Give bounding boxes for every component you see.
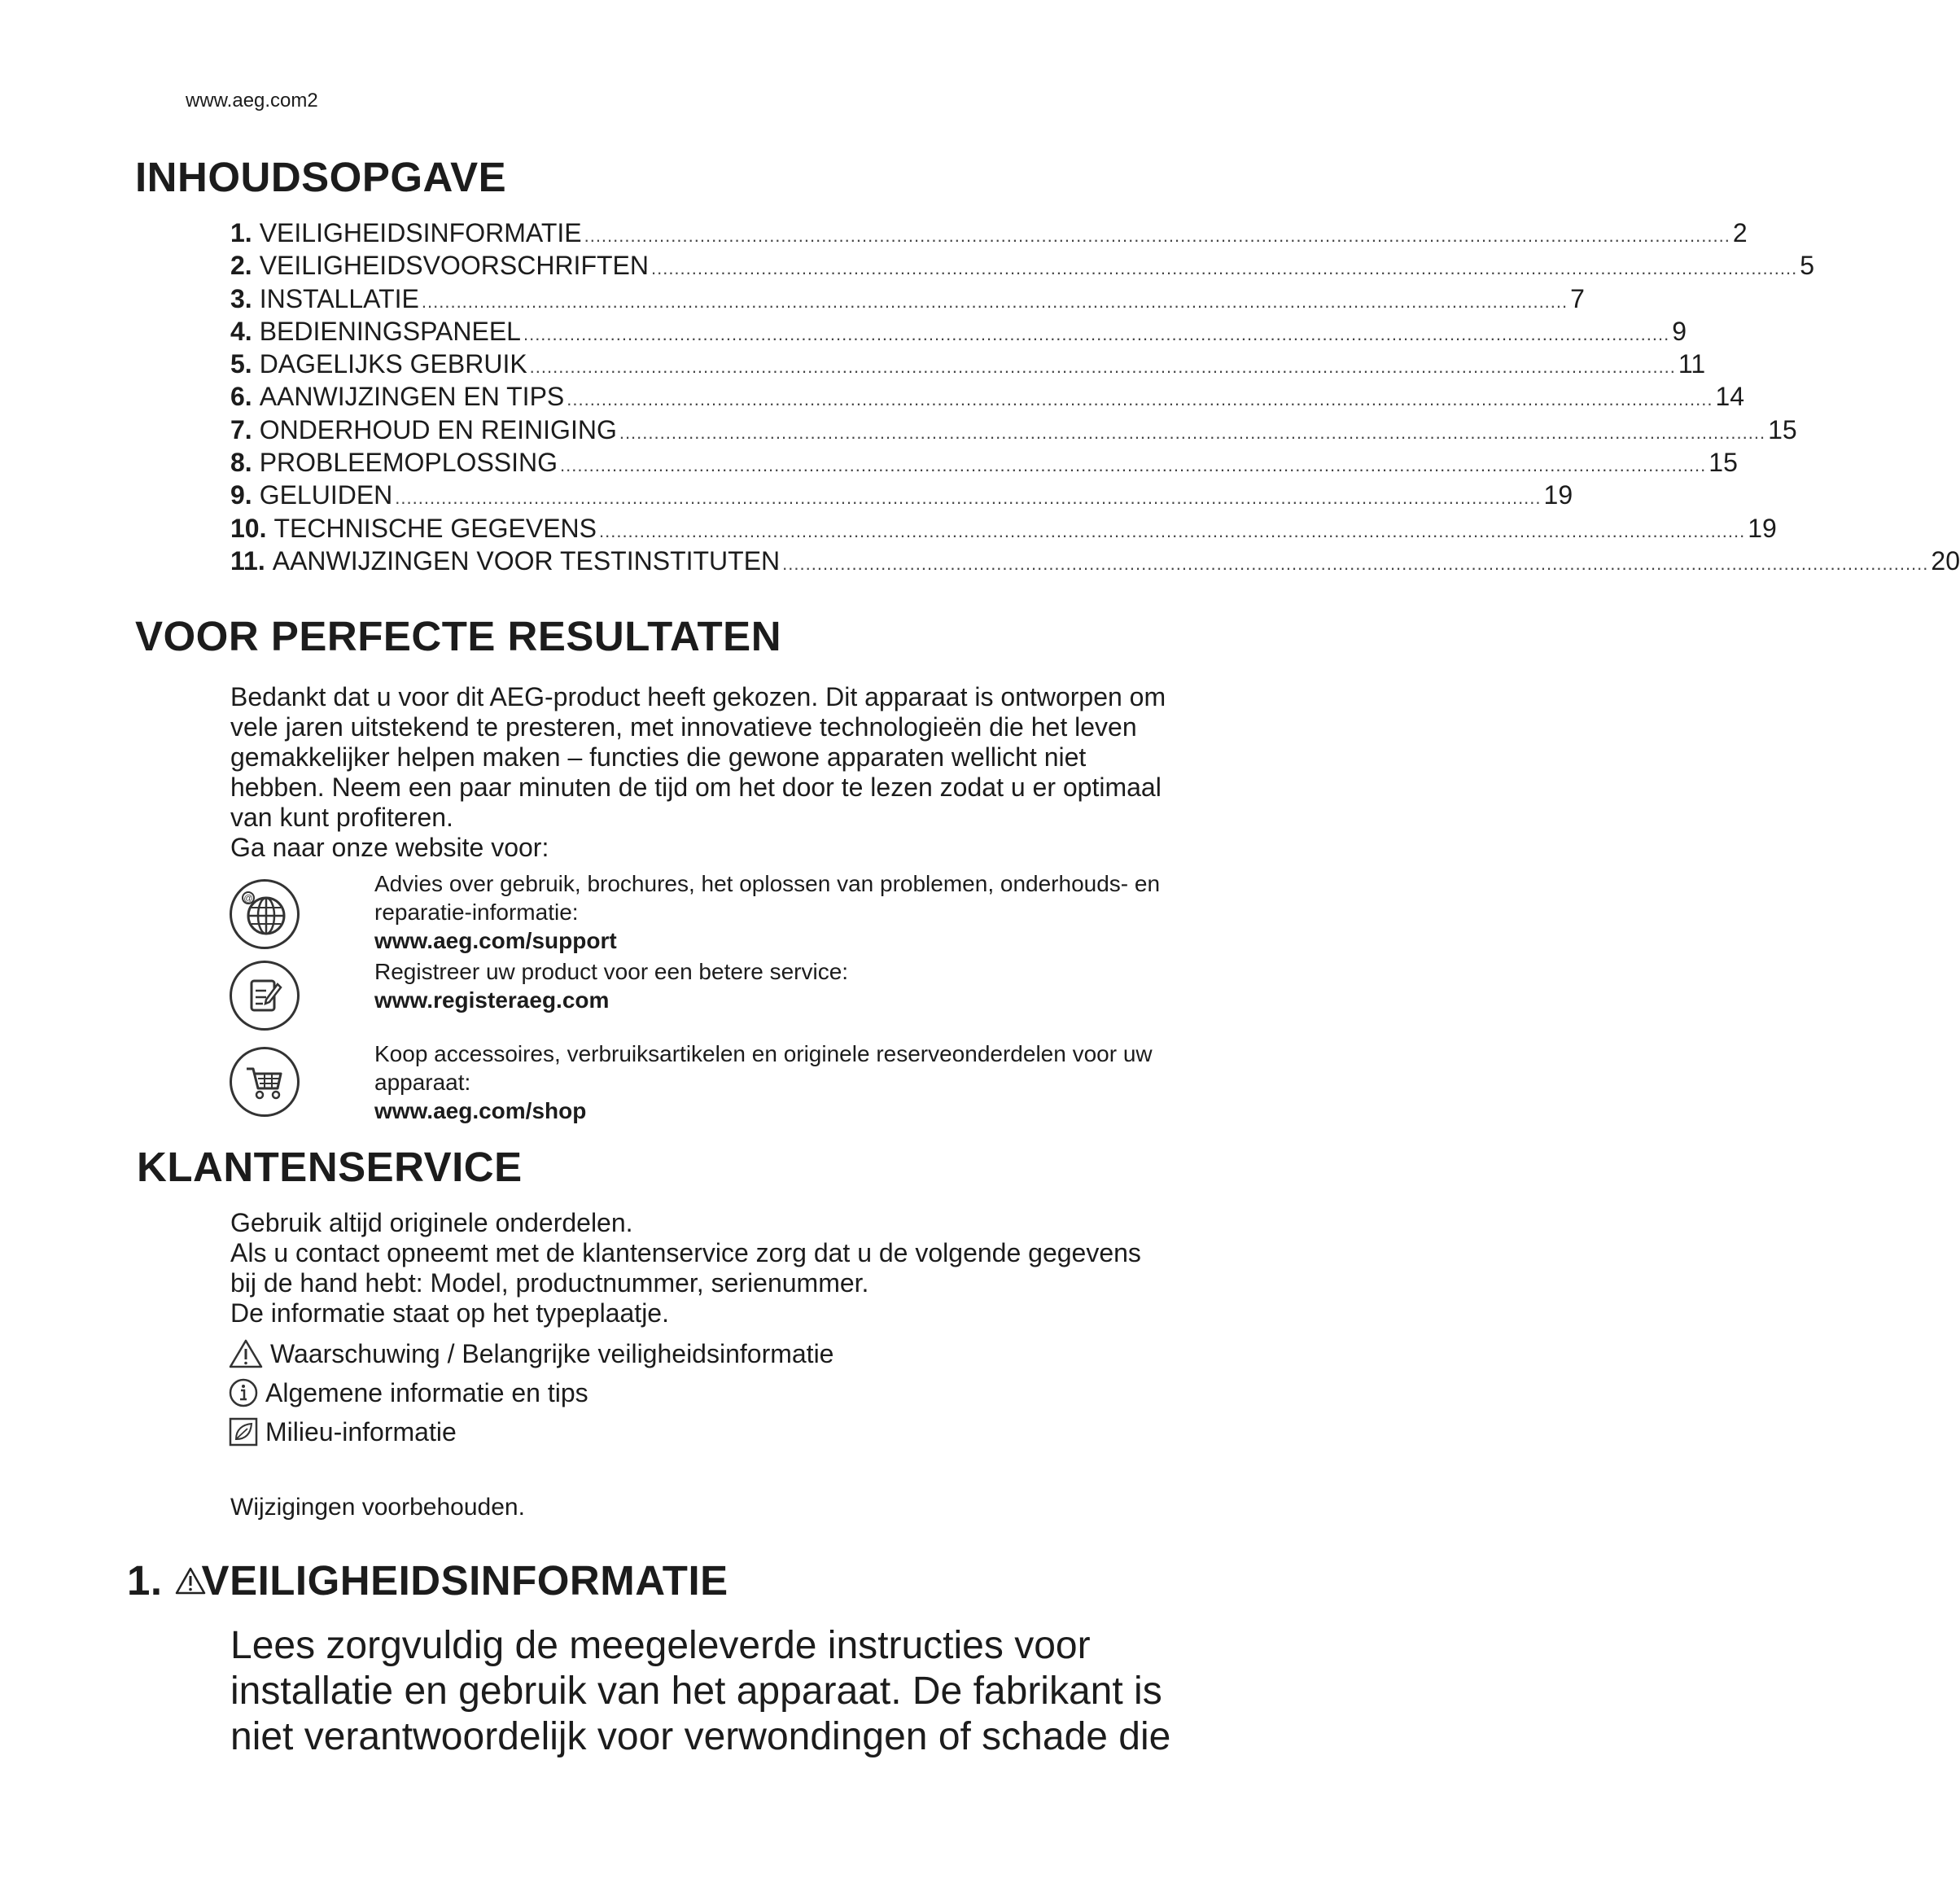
service-line: De informatie staat op het typeplaatje. — [230, 1298, 669, 1328]
toc-item[interactable] — [230, 316, 1687, 349]
shop-link[interactable]: www.aeg.com/shop — [374, 1098, 587, 1123]
toc-item-page: 20 — [1931, 545, 1960, 576]
toc-leader-dots: ...................................................................................................................................................................................................... — [529, 357, 1676, 378]
cart-icon — [230, 1047, 300, 1117]
toc-item-title: AANWIJZINGEN EN TIPS — [259, 382, 565, 412]
shop-info — [374, 1040, 1237, 1125]
toc-item-page: 15 — [1708, 448, 1738, 478]
toc-item-number: 3. — [230, 283, 252, 313]
toc-item-page: 7 — [1570, 283, 1585, 313]
warning-icon — [228, 1338, 264, 1369]
toc-item-page: 14 — [1715, 382, 1745, 412]
toc-item-number: 5. — [230, 349, 252, 379]
toc-item-page: 2 — [1732, 218, 1748, 247]
toc-item-page: 19 — [1748, 513, 1777, 543]
toc-item[interactable] — [230, 283, 1585, 317]
support-link[interactable]: www.aeg.com/support — [374, 928, 617, 953]
toc-item-page: 15 — [1768, 414, 1797, 444]
toc-item-number: 7. — [230, 414, 252, 444]
toc-item-title: AANWIJZINGEN VOOR TESTINSTITUTEN — [272, 545, 781, 576]
safety-intro — [230, 1623, 1280, 1760]
toc-item-number: 11. — [230, 545, 265, 576]
form-icon — [230, 961, 300, 1031]
results-line: gemakkelijker helpen maken – functies die gewone apparaten wellicht niet — [230, 742, 1087, 772]
toc-item-title: INSTALLATIE — [259, 283, 419, 313]
register-text: Registreer uw product voor een betere service: — [374, 959, 849, 984]
toc-item-number: 10. — [230, 513, 267, 543]
service-line: bij de hand hebt: Model, productnummer, serienummer. — [230, 1268, 869, 1298]
safety-line: niet verantwoordelijk voor verwondingen of schade die — [230, 1715, 1171, 1758]
toc-item-number: 2. — [230, 251, 252, 281]
toc-leader-dots: ...................................................................................................................................................................................................... — [523, 323, 1670, 344]
globe-icon — [230, 879, 300, 949]
results-paragraph — [230, 682, 1240, 863]
toc-item-number: 6. — [230, 382, 252, 412]
toc-item[interactable] — [230, 513, 1777, 546]
toc-item-title: VEILIGHEIDSVOORSCHRIFTEN — [259, 251, 649, 281]
toc-item[interactable] — [230, 251, 1815, 283]
toc-leader-dots: ...................................................................................................................................................................................................... — [560, 455, 1707, 476]
service-line: Als u contact opneemt met de klantenservice zorg dat u de volgende gegevens — [230, 1238, 1141, 1267]
legend-environment — [228, 1416, 457, 1447]
toc-leader-dots: ...................................................................................................................................................................................................... — [421, 291, 1568, 312]
toc-item[interactable] — [230, 218, 1748, 251]
support-text: reparatie-informatie: — [374, 899, 579, 925]
toc-item-number: 9. — [230, 480, 252, 510]
register-info — [374, 957, 1237, 1014]
legend-info — [228, 1377, 588, 1408]
toc-item-title: ONDERHOUD EN REINIGING — [259, 414, 617, 444]
support-info — [374, 869, 1237, 955]
toc-leader-dots: ...................................................................................................................................................................................................... — [395, 488, 1542, 509]
header-url: www.aeg.com2 — [186, 90, 318, 112]
results-line: Bedankt dat u voor dit AEG-product heeft gekozen. Dit apparaat is ontworpen om — [230, 682, 1166, 711]
service-note: Wijzigingen voorbehouden. — [230, 1494, 525, 1521]
safety-heading — [127, 1556, 728, 1604]
legend-text: Milieu-informatie — [265, 1416, 457, 1447]
shop-text: Koop accessoires, verbruiksartikelen en originele reserveonderdelen voor uw — [374, 1041, 1153, 1066]
toc-item-title: VEILIGHEIDSINFORMATIE — [259, 218, 582, 247]
toc-item-page: 19 — [1543, 480, 1573, 510]
toc-item[interactable] — [230, 480, 1573, 513]
table-of-contents — [230, 218, 1960, 579]
toc-item[interactable] — [230, 448, 1738, 480]
results-heading: VOOR PERFECTE RESULTATEN — [135, 613, 782, 659]
register-link[interactable]: www.registeraeg.com — [374, 987, 610, 1013]
service-paragraph — [230, 1208, 1240, 1328]
safety-line: Lees zorgvuldig de meegeleverde instructies voor — [230, 1624, 1091, 1667]
toc-leader-dots: ...................................................................................................................................................................................................... — [650, 258, 1798, 279]
toc-item-page: 5 — [1800, 251, 1815, 281]
toc-item[interactable] — [230, 382, 1745, 414]
toc-item-number: 4. — [230, 316, 252, 346]
safety-heading-number: 1. — [127, 1557, 163, 1604]
toc-heading: INHOUDSOPGAVE — [135, 154, 507, 200]
toc-item-title: GELUIDEN — [259, 480, 393, 510]
results-line: vele jaren uitstekend te presteren, met innovatieve technologieën die het leven — [230, 712, 1137, 742]
info-icon — [228, 1377, 259, 1408]
safety-heading-title: VEILIGHEIDSINFORMATIE — [201, 1557, 728, 1604]
website-intro: Ga naar onze website voor: — [230, 833, 549, 862]
results-line: van kunt profiteren. — [230, 803, 453, 832]
toc-item-title: BEDIENINGSPANEEL — [259, 316, 521, 346]
toc-item-page: 11 — [1678, 349, 1706, 379]
toc-leader-dots: ...................................................................................................................................................................................................... — [619, 422, 1766, 443]
shop-text: apparaat: — [374, 1070, 471, 1095]
toc-item-number: 8. — [230, 448, 252, 478]
support-text: Advies over gebruik, brochures, het oplossen van problemen, onderhouds- en — [374, 871, 1161, 896]
service-heading: KLANTENSERVICE — [137, 1144, 523, 1190]
toc-item-title: TECHNISCHE GEGEVENS — [273, 513, 597, 543]
toc-leader-dots: ...................................................................................................................................................................................................... — [599, 520, 1746, 541]
legend-text: Algemene informatie en tips — [265, 1377, 588, 1407]
legend-text: Waarschuwing / Belangrijke veiligheidsinformatie — [270, 1338, 834, 1368]
toc-item-page: 9 — [1672, 316, 1687, 346]
svg-text:@: @ — [243, 894, 253, 904]
service-line: Gebruik altijd originele onderdelen. — [230, 1208, 633, 1237]
toc-item[interactable] — [230, 545, 1960, 579]
leaf-icon — [228, 1416, 259, 1447]
toc-leader-dots: ...................................................................................................................................................................................................... — [567, 389, 1713, 410]
toc-item-title: PROBLEEMOPLOSSING — [259, 448, 558, 478]
results-line: hebben. Neem een paar minuten de tijd om het door te lezen zodat u er optimaal — [230, 773, 1162, 802]
safety-line: installatie en gebruik van het apparaat. De fabrikant is — [230, 1670, 1162, 1713]
toc-leader-dots: ...................................................................................................................................................................................................... — [584, 225, 1730, 246]
toc-item-title: DAGELIJKS GEBRUIK — [259, 349, 527, 379]
toc-leader-dots: ...................................................................................................................................................................................................... — [782, 553, 1929, 574]
toc-item[interactable] — [230, 349, 1706, 382]
legend-warning — [228, 1338, 833, 1369]
toc-item-number: 1. — [230, 218, 252, 247]
toc-item[interactable] — [230, 414, 1797, 448]
